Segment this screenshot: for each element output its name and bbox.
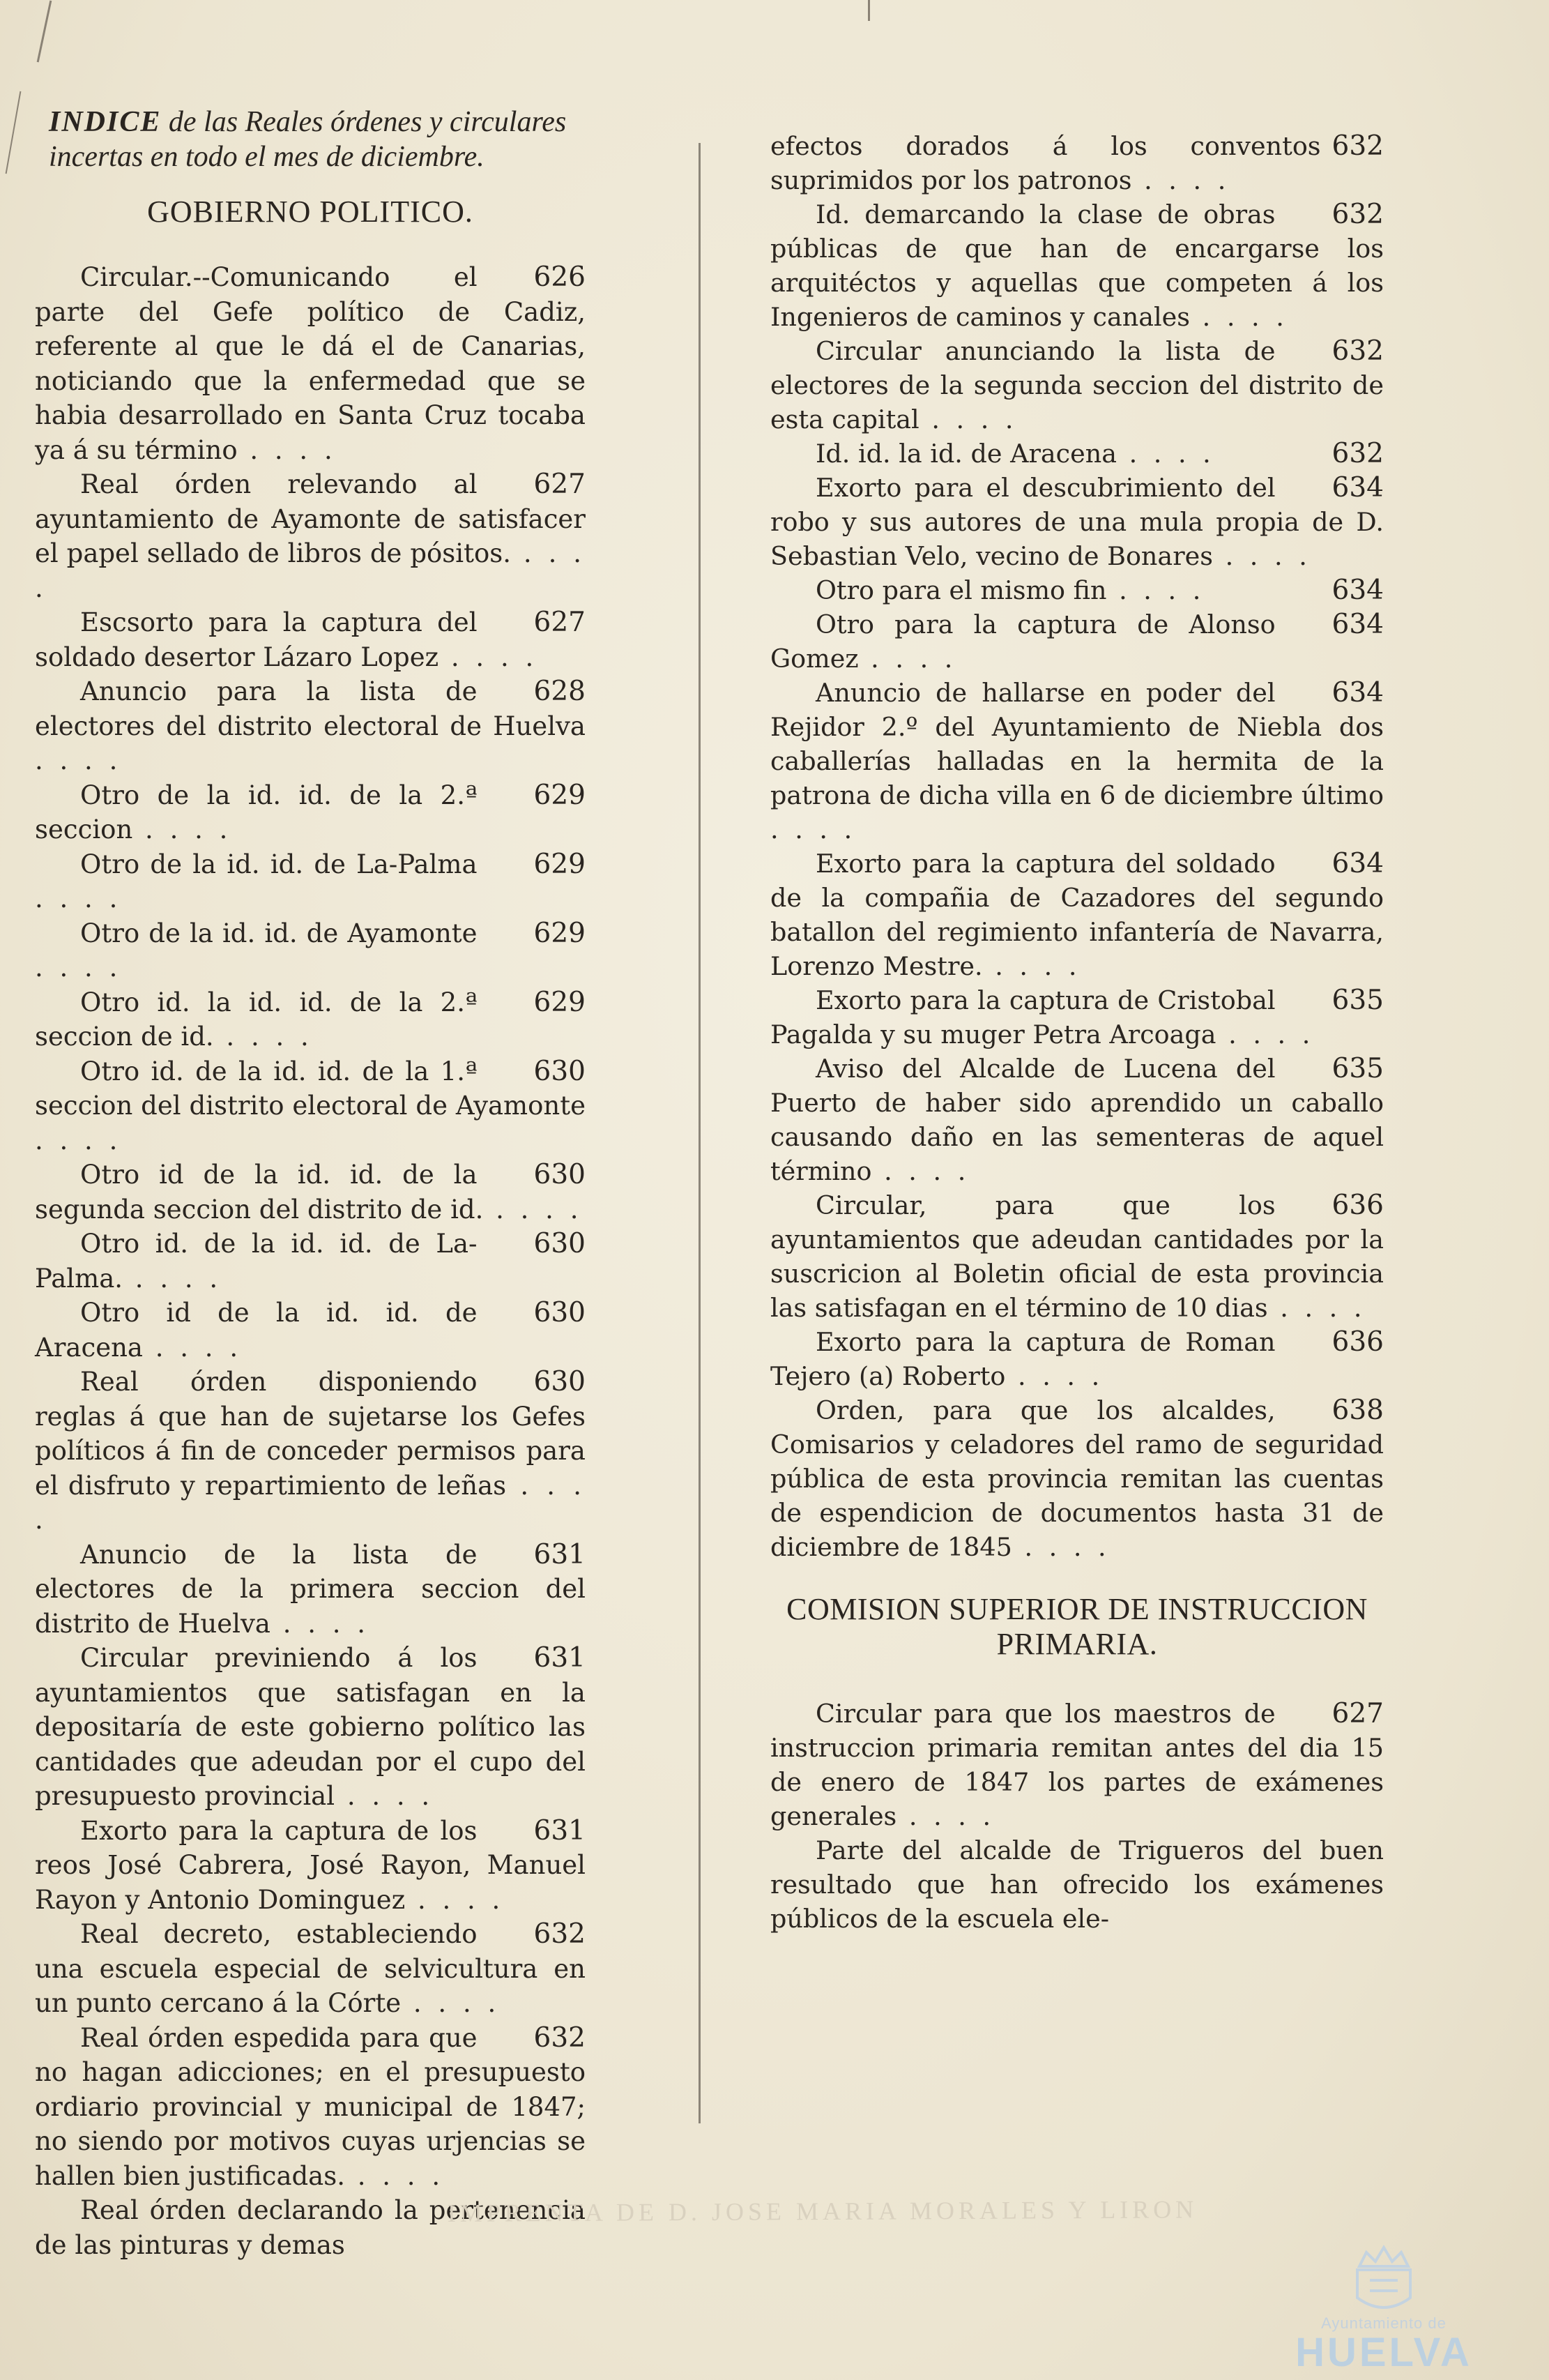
- index-entry: [35, 847, 586, 916]
- page-number: 635: [1331, 1053, 1384, 1084]
- page-number: 629: [533, 986, 586, 1018]
- dot-leader: . . . .: [35, 538, 586, 603]
- page-number: 631: [533, 1538, 586, 1570]
- page-number: 627: [533, 469, 586, 500]
- index-entry: [35, 1917, 586, 2021]
- index-entry: [770, 983, 1384, 1052]
- dot-leader: . . . .: [270, 1608, 370, 1639]
- entry-text: Id. demarcando la clase de obras públicas de que han de encargarse los arquitéctos y aquellas que competen á los Ingenieros de caminos y canales: [770, 199, 1384, 332]
- entry-text: Anuncio para la lista de electores del distrito electoral de Huelva: [35, 676, 586, 741]
- watermark-seal: [1255, 2242, 1513, 2374]
- index-title: [49, 105, 586, 174]
- page-number: 630: [533, 1228, 586, 1259]
- index-entry: [770, 676, 1384, 847]
- dot-leader: . . . .: [438, 642, 538, 672]
- entry-text: efectos dorados á los conventos suprimidos por los patronos: [770, 131, 1321, 195]
- dot-leader: . . . .: [1116, 439, 1215, 469]
- entry-text: Id. id. la id. de Aracena: [816, 439, 1117, 469]
- entry-text: Real órden declarando la pertenencia de las pinturas y demas: [35, 2195, 586, 2260]
- index-title-rest: de las Reales órdenes y circulares incertas en todo el mes de diciembre.: [49, 106, 567, 173]
- index-entry: [770, 1052, 1384, 1188]
- entry-text: Real órden disponiendo reglas á que han de sujetarse los Gefes políticos á fin de conceder permisos para el disfruto y repartimiento de leñas: [35, 1367, 586, 1501]
- entry-text: Otro para la captura de Alonso Gomez: [770, 609, 1276, 674]
- index-entry: [770, 1325, 1384, 1393]
- entry-text: Exorto para el descubrimiento del robo y sus autores de una mula propia de D. Sebastian Velo, vecino de Bonares: [770, 473, 1384, 571]
- left-entry-list: [35, 260, 586, 2262]
- index-entry: [770, 1697, 1384, 1833]
- entry-text: Circular para que los maestros de instruccion primaria remitan antes del dia 15 de enero de 1847 los partes de exámenes generales: [770, 1699, 1384, 1831]
- entry-text: Circular.--Comunicando el parte del Gefe político de Cadiz, referente al que le dá el de Canarias, noticiando que la enfermedad que se habia desarrollado en Santa Cruz tocaba ya á su término: [35, 262, 586, 465]
- dot-leader: . . . .: [1216, 1020, 1315, 1049]
- index-entry: [35, 467, 586, 605]
- page-number: 634: [1331, 677, 1384, 708]
- index-entry: [35, 1365, 586, 1538]
- watermark-big-text: HUELVA: [1295, 2330, 1472, 2375]
- index-entry: [770, 607, 1384, 676]
- dot-leader: . . . .: [982, 951, 1081, 981]
- page-number: 630: [533, 1055, 586, 1087]
- page-number: 630: [533, 1366, 586, 1397]
- dot-leader: . . . .: [1267, 1293, 1366, 1323]
- dot-leader: . . . .: [345, 2160, 445, 2191]
- dot-leader: . . . .: [132, 814, 232, 844]
- index-entry: [770, 847, 1384, 983]
- entry-text: Otro id de la id. id. de Aracena: [35, 1298, 478, 1363]
- index-entry: [35, 1296, 586, 1365]
- entry-text: Otro para el mismo fin: [816, 575, 1107, 605]
- dot-leader: . . . .: [1212, 541, 1311, 571]
- page-number: 631: [533, 1642, 586, 1674]
- index-entry: [35, 1538, 586, 1642]
- page-number: 630: [533, 1159, 586, 1190]
- dot-leader: . . . .: [35, 1470, 586, 1535]
- footer-imprint: IMPRENTA DE D. JOSE MARIA MORALES Y LIRON: [447, 2195, 1198, 2227]
- dot-leader: . . . .: [335, 1781, 434, 1811]
- index-entry: [35, 2021, 586, 2194]
- page-number: 632: [1331, 335, 1384, 367]
- entry-text: Anuncio de la lista de electores de la primera seccion del distrito de Huelva: [35, 1539, 586, 1639]
- dot-leader: . . . .: [123, 1263, 222, 1294]
- index-entry: [770, 129, 1384, 197]
- page-number: 629: [533, 779, 586, 811]
- index-entry: [770, 197, 1384, 334]
- entry-text: Circular previniendo á los ayuntamientos que satisfagan en la depositaría de este gobierno político las cantidades que adeudan por el cupo del presupuesto provincial: [35, 1643, 586, 1811]
- dot-leader: . . . .: [35, 884, 122, 914]
- index-entry: [770, 1833, 1384, 1936]
- index-entry: [770, 1393, 1384, 1564]
- entry-text: Otro id. la id. id. de la 2.ª seccion de id.: [35, 987, 478, 1052]
- entry-text: Exorto para la captura de Cristobal Pagalda y su muger Petra Arcoaga: [770, 985, 1276, 1049]
- entry-text: Exorto para la captura de los reos José Cabrera, José Rayon, Manuel Rayon y Antonio Dominguez: [35, 1815, 586, 1915]
- entry-text: Otro id de la id. id. de la segunda seccion del distrito de id.: [35, 1160, 484, 1225]
- index-entry: [35, 985, 586, 1054]
- page-number: 636: [1331, 1190, 1384, 1221]
- page-number: 634: [1331, 575, 1384, 606]
- comision-entry-list: [770, 1697, 1384, 1936]
- entry-text: Otro de la id. id. de La-Palma: [80, 849, 478, 879]
- entry-text: Exorto para la captura del soldado de la compañia de Cazadores del segundo batallon del regimiento infantería de Navarra, Lorenzo Mestre.: [770, 849, 1384, 981]
- page-number: 631: [533, 1814, 586, 1847]
- column-divider: [699, 143, 701, 2123]
- dot-leader: . . . .: [770, 814, 857, 844]
- section-heading-comision: COMISION SUPERIOR DE INSTRUCCION PRIMARIA.: [786, 1592, 1368, 1661]
- index-entry: [35, 778, 586, 847]
- entry-text: Otro de la id. id. de la 2.ª seccion: [35, 780, 478, 844]
- dot-leader: . . . .: [858, 644, 957, 674]
- index-entry: [35, 1054, 586, 1158]
- page-number: 629: [533, 848, 586, 880]
- dot-leader: . . . .: [213, 1022, 313, 1052]
- index-entry: [770, 1188, 1384, 1325]
- page-number: 626: [533, 262, 586, 293]
- dot-leader: . . . .: [1131, 165, 1230, 195]
- page-number: 635: [1331, 985, 1384, 1016]
- entry-text: Otro id. de la id. id. de La-Palma.: [35, 1229, 478, 1294]
- index-entry: [770, 573, 1384, 607]
- index-entry: [35, 1227, 586, 1296]
- entry-text: Aviso del Alcalde de Lucena del Puerto de haber sido aprendido un caballo causando daño en las sementeras de aquel término: [770, 1054, 1384, 1186]
- page-number: 632: [1331, 199, 1384, 230]
- entry-text: Escsorto para la captura del soldado desertor Lázaro Lopez: [35, 607, 478, 672]
- dot-leader: . . . .: [919, 404, 1018, 434]
- index-entry: [35, 1158, 586, 1227]
- index-title-lead: INDICE: [49, 106, 162, 138]
- page-number: 632: [533, 1918, 586, 1950]
- entry-text: Otro id. de la id. id. de la 1.ª seccion del distrito electoral de Ayamonte: [35, 1056, 586, 1121]
- dot-leader: . . . .: [35, 745, 122, 775]
- dot-leader: . . . .: [401, 1988, 501, 2018]
- page-number: 634: [1331, 609, 1384, 640]
- entry-text: Otro de la id. id. de Ayamonte: [80, 918, 478, 948]
- entry-text: Exorto para la captura de Roman Tejero (a) Roberto: [770, 1327, 1276, 1391]
- right-column: [770, 129, 1384, 1936]
- dot-leader: . . . .: [1012, 1532, 1111, 1562]
- dot-leader: . . . .: [871, 1156, 970, 1186]
- page-number: 632: [1331, 130, 1384, 162]
- index-entry: [35, 1641, 586, 1814]
- page-number: 634: [1331, 472, 1384, 503]
- page-number: 628: [533, 676, 586, 707]
- dot-leader: . . . .: [405, 1884, 505, 1915]
- index-entry: [35, 260, 586, 467]
- page-number: 627: [533, 607, 586, 638]
- crest-icon: [1342, 2242, 1426, 2319]
- index-entry: [35, 674, 586, 778]
- dot-leader: . . . .: [896, 1801, 995, 1831]
- page-number: 630: [533, 1297, 586, 1328]
- entry-text: Real órden relevando al ayuntamiento de Ayamonte de satisfacer el papel sellado de libros de pósitos.: [35, 469, 586, 568]
- watermark-small-text: Ayuntamiento de: [1321, 2314, 1447, 2332]
- left-column: [35, 105, 586, 2262]
- index-entry: [35, 1814, 586, 1918]
- dot-leader: . . . .: [35, 953, 122, 983]
- page-number: 638: [1331, 1395, 1384, 1426]
- top-mark: [868, 0, 870, 21]
- dot-leader: . . . .: [237, 434, 337, 465]
- index-entry: [770, 334, 1384, 437]
- entry-text: Circular anunciando la lista de electores de la segunda seccion del distrito de esta capital: [770, 336, 1384, 434]
- entry-text: Real decreto, estableciendo una escuela especial de selvicultura en un punto cercano á la Córte: [35, 1919, 586, 2018]
- page-number: 632: [533, 2022, 586, 2054]
- entry-text: Real órden espedida para que no hagan adicciones; en el presupuesto ordiario provincial y municipal de 1847; no siendo por motivos cuyas urjencias se hallen bien justificadas.: [35, 2022, 586, 2191]
- dot-leader: . . . .: [142, 1332, 243, 1363]
- dot-leader: . . . .: [1190, 302, 1288, 332]
- dot-leader: . . . .: [483, 1194, 583, 1225]
- dot-leader: . . . .: [35, 1125, 122, 1155]
- index-entry: [35, 916, 586, 985]
- entry-text: Orden, para que los alcaldes, Comisarios y celadores del ramo de seguridad pública de esta provincia remitan las cuentas de espendicion de documentos hasta 31 de diciembre de 1845: [770, 1395, 1384, 1562]
- page-number: 636: [1331, 1326, 1384, 1358]
- index-entry: [770, 471, 1384, 573]
- entry-text: Parte del alcalde de Trigueros del buen resultado que han ofrecido los exámenes públicos de la escuela ele-: [770, 1835, 1384, 1934]
- entry-text: Anuncio de hallarse en poder del Rejidor 2.º del Ayuntamiento de Niebla dos caballerías halladas en la hermita de la patrona de dicha villa en 6 de diciembre último: [770, 678, 1384, 810]
- right-entry-list: [770, 129, 1384, 1564]
- index-entry: [770, 437, 1384, 471]
- index-entry: [35, 605, 586, 674]
- entry-text: Circular, para que los ayuntamientos que adeudan cantidades por la suscricion al Boletin oficial de esta provincia las satisfagan en el término de 10 dias: [770, 1190, 1384, 1323]
- page-number: 627: [1331, 1698, 1384, 1729]
- section-heading-gobierno: GOBIERNO POLITICO.: [147, 195, 473, 229]
- page-number: 632: [1331, 438, 1384, 469]
- dot-leader: . . . .: [1106, 575, 1205, 605]
- page-number: 629: [533, 917, 586, 949]
- page-number: 634: [1331, 848, 1384, 879]
- dot-leader: . . . .: [1005, 1361, 1104, 1391]
